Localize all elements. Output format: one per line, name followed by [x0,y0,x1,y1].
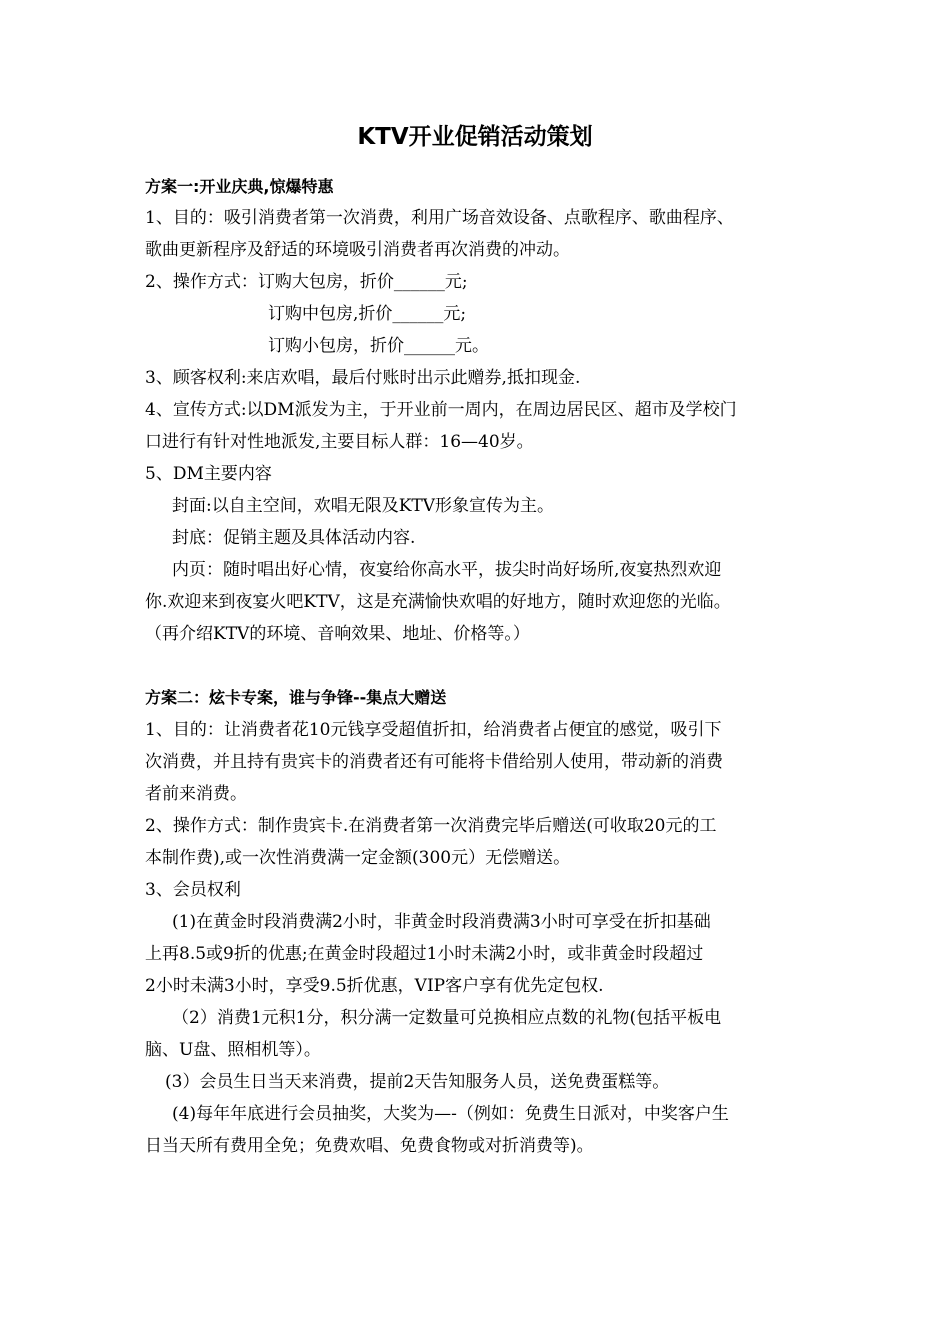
plan2-line-4: 2、操作方式：制作贵宾卡.在消费者第一次消费完毕后赠送(可收取20元的工 [145,816,717,836]
plan2-line-3: 者前来消费。 [145,784,247,804]
plan1-line-13: 你.欢迎来到夜宴火吧KTV，这是充满愉快欢唱的好地方，随时欢迎您的光临。 [145,592,731,612]
plan1-line-7: 4、宣传方式:以DM派发为主，于开业前一周内，在周边居民区、超市及学校门 [145,400,737,420]
plan2-line-13: (4)每年年底进行会员抽奖，大奖为—-（例如：免费生日派对，中奖客户生 [172,1104,729,1124]
plan2-line-5: 本制作费),或一次性消费满一定金额(300元）无偿赠送。 [145,848,571,868]
plan2-line-11: 脑、U盘、照相机等）。 [145,1040,321,1060]
plan1-line-4: 订购中包房,折价______元; [268,304,467,324]
plan2-line-14: 日当天所有费用全免；免费欢唱、免费食物或对折消费等)。 [145,1136,594,1156]
plan1-line-14: （再介绍KTV的环境、音响效果、地址、价格等。） [145,624,530,644]
plan1-line-6: 3、顾客权利:来店欢唱，最后付账时出示此赠券,抵扣现金. [145,368,581,388]
plan2-line-9: 2小时未满3小时，享受9.5折优惠，VIP客户享有优先定包权. [145,976,604,996]
plan2-line-8: 上再8.5或9折的优惠;在黄金时段超过1小时未满2小时，或非黄金时段超过 [145,944,704,964]
document-title: KTV开业促销活动策划 [357,124,593,150]
plan2-line-6: 3、会员权利 [145,880,241,900]
plan1-heading: 方案一:开业庆典,惊爆特惠 [145,177,334,196]
plan2-line-7: (1)在黄金时段消费满2小时，非黄金时段消费满3小时可享受在折扣基础 [172,912,711,932]
plan1-line-9: 5、DM主要内容 [145,464,272,484]
plan2-line-10: （2）消费1元积1分，积分满一定数量可兑换相应点数的礼物(包括平板电 [172,1008,722,1028]
plan2-line-12: (3）会员生日当天来消费，提前2天告知服务人员，送免费蛋糕等。 [165,1072,670,1092]
plan1-line-11: 封底：促销主题及具体活动内容. [172,528,416,548]
plan1-line-12: 内页：随时唱出好心情，夜宴给你高水平，拔尖时尚好场所,夜宴热烈欢迎 [172,560,722,580]
plan2-heading: 方案二：炫卡专案，谁与争锋--集点大赠送 [145,688,447,707]
plan1-line-10: 封面:以自主空间，欢唱无限及KTV形象宣传为主。 [172,496,555,516]
plan1-line-2: 歌曲更新程序及舒适的环境吸引消费者再次消费的冲动。 [145,240,570,260]
plan1-line-5: 订购小包房，折价______元。 [268,336,489,356]
plan1-line-3: 2、操作方式：订购大包房，折价______元; [145,272,468,292]
plan2-line-1: 1、目的：让消费者花10元钱享受超值折扣，给消费者占便宜的感觉，吸引下 [145,720,722,740]
plan2-line-2: 次消费，并且持有贵宾卡的消费者还有可能将卡借给别人使用，带动新的消费 [145,752,723,772]
plan1-line-1: 1、目的：吸引消费者第一次消费，利用广场音效设备、点歌程序、歌曲程序、 [145,208,734,228]
plan1-line-8: 口进行有针对性地派发,主要目标人群：16—40岁。 [145,432,534,452]
